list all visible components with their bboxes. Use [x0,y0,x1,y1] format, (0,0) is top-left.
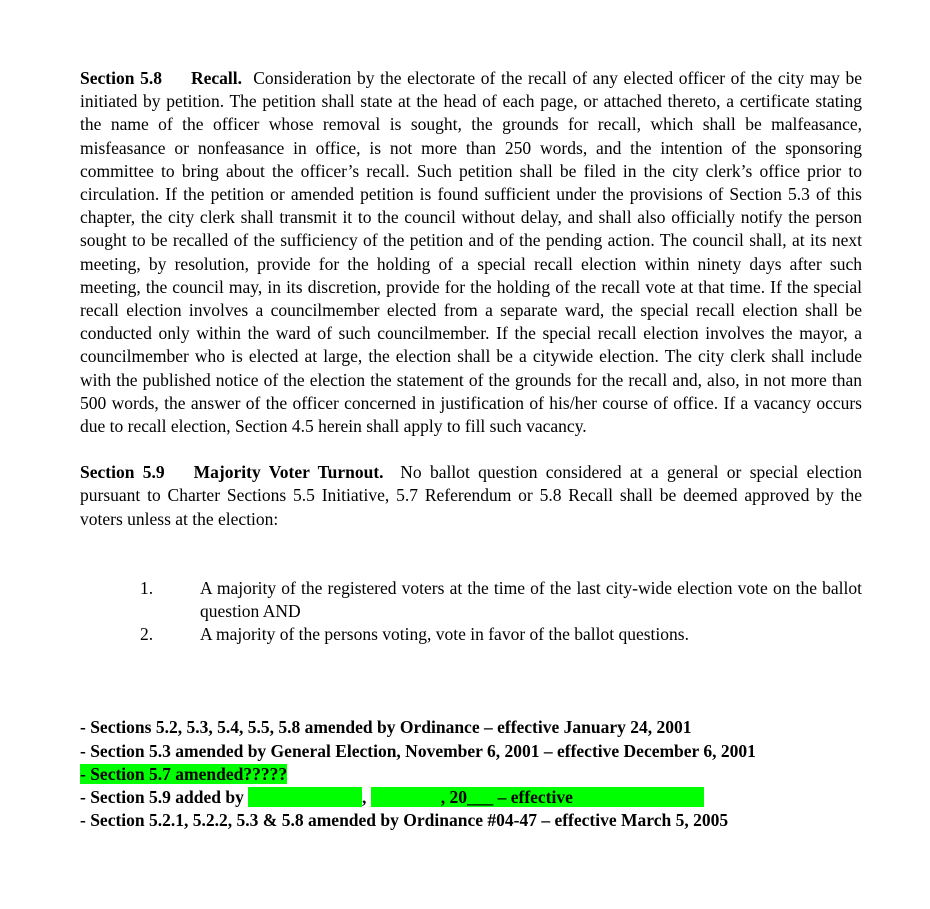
amendment-text-highlighted: - Section 5.7 amended????? [80,763,288,784]
list-item-text: A majority of the registered voters at the time of the last city-wide election vote on the ballot question AND [200,577,862,622]
amendment-text: , [361,787,371,808]
section-5-8-number: Section 5.8 [80,68,162,88]
amendment-blank-highlighted [371,787,441,807]
section-5-8-body: Consideration by the electorate of the recall of any elected officer of the city may be initiated by petition. The petition shall state at the head of each page, or attached thereto, a certificate stating the name of the officer whose removal is sought, the grounds for recall, which shall be malfeasance, misfeasance or nonfeasance in office, is not more than 250 words, and the intention of the sponsoring committee to bring about the officer’s recall. Such petition shall be filed in the city clerk’s office prior to circulation. If the petition or amended petition is found sufficient under the provisions of Section 5.3 of this chapter, the city clerk shall transmit it to the council without delay, and shall also officially notify the person sought to be recalled of the sufficiency of the petition and of the pending action. The council shall, at its next meeting, by resolution, provide for the holding of a special recall election within ninety days after such meeting, the council may, in its discretion, provide for the holding of the recall vote at that time. If the special recall election involves a councilmember elected from a separate ward, the special recall election shall be conducted only within the ward of such councilmember. If the special recall election involves the mayor, a councilmember who is elected at large, the election shall be a citywide election. The city clerk shall include with the published notice of the election the statement of the grounds for the recall and, also, in not more than 500 words, the answer of the officer concerned in justification of his/her course of office. If a vacancy occurs due to recall election, Section 4.5 herein shall apply to fill such vacancy. [80,68,863,437]
amendment-text: - Section 5.2.1, 5.2.2, 5.3 & 5.8 amended by Ordinance #04-47 – effective March 5, 2005 [80,810,729,831]
amendment-line [80,716,862,739]
amendment-blank-highlighted [248,787,362,807]
amendment-line [80,763,862,786]
section-5-9-body: No ballot question considered at a general or special election pursuant to Charter Sections 5.5 Initiative, 5.7 Referendum or 5.8 Recall shall be deemed approved by the voters unless at the election: [80,462,863,529]
amendment-line [80,786,862,809]
list-item [80,577,862,623]
amendment-text: - Sections 5.2, 5.3, 5.4, 5.5, 5.8 amended by Ordinance – effective January 24, 2001 [80,717,692,738]
list-item-number: 2. [140,624,154,645]
amendment-text-highlighted: , 20___ – effective [440,787,578,808]
amendment-line [80,809,862,832]
section-5-8-title: Recall. [190,68,242,88]
amendment-line [80,740,862,763]
section-5-9-paragraph [80,461,862,531]
list-item-number: 1. [140,577,154,598]
amendment-text: - Section 5.3 amended by General Election, November 6, 2001 – effective December 6, 2001 [80,740,756,761]
turnout-conditions-list [80,577,862,647]
section-5-8-paragraph [80,67,862,438]
list-item-text: A majority of the persons voting, vote in favor of the ballot questions. [200,624,689,645]
section-5-9-title: Majority Voter Turnout. [193,462,384,483]
amendment-blank-highlighted [577,787,704,807]
section-5-9-number: Section 5.9 [80,462,165,483]
amendment-history [80,716,862,832]
list-item [80,623,862,646]
amendment-text: - Section 5.9 added by [80,787,249,808]
